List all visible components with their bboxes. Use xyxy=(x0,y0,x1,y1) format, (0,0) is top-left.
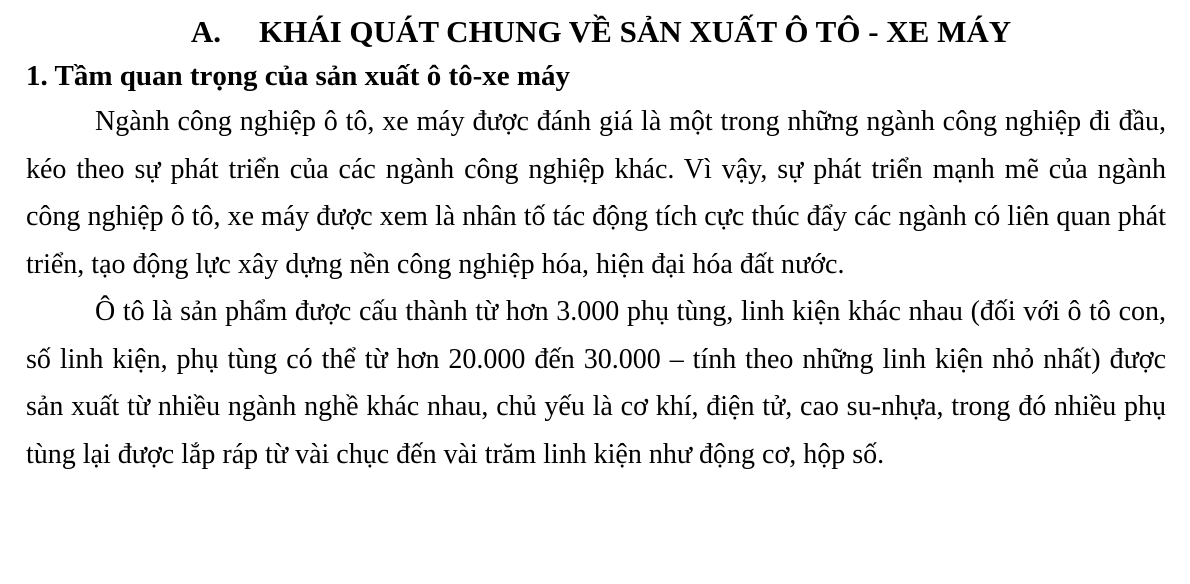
paragraph-2: Ô tô là sản phẩm được cấu thành từ hơn 3.000 phụ tùng, linh kiện khác nhau (đối với ô tô con, số linh kiện, phụ tùng có thể từ hơn 20.000 đến 30.000 – tính theo những linh kiện nhỏ nhất) được sản xuất từ nhiều ngành nghề khác nhau, chủ yếu là cơ khí, điện tử, cao su-nhựa, trong đó nhiều phụ tùng lại được lắp ráp từ vài chục đến vài trăm linh kiện như động cơ, hộp số. xyxy=(26,296,1166,470)
paragraph-1: Ngành công nghiệp ô tô, xe máy được đánh giá là một trong những ngành công nghiệp đi đầu, kéo theo sự phát triển của các ngành công nghiệp khác. Vì vậy, sự phát triển mạnh mẽ của ngành công nghiệp ô tô, xe máy được xem là nhân tố tác động tích cực thúc đẩy các ngành có liên quan phát triển, tạo động lực xây dựng nền công nghiệp hóa, hiện đại hóa đất nước. xyxy=(26,106,1166,280)
section-title-text: KHÁI QUÁT CHUNG VỀ SẢN XUẤT Ô TÔ - XE MÁY xyxy=(259,14,1012,49)
section-title xyxy=(26,10,1166,54)
subsection-heading: 1. Tầm quan trọng của sản xuất ô tô-xe máy xyxy=(26,60,571,92)
section-number: A. xyxy=(190,14,221,49)
